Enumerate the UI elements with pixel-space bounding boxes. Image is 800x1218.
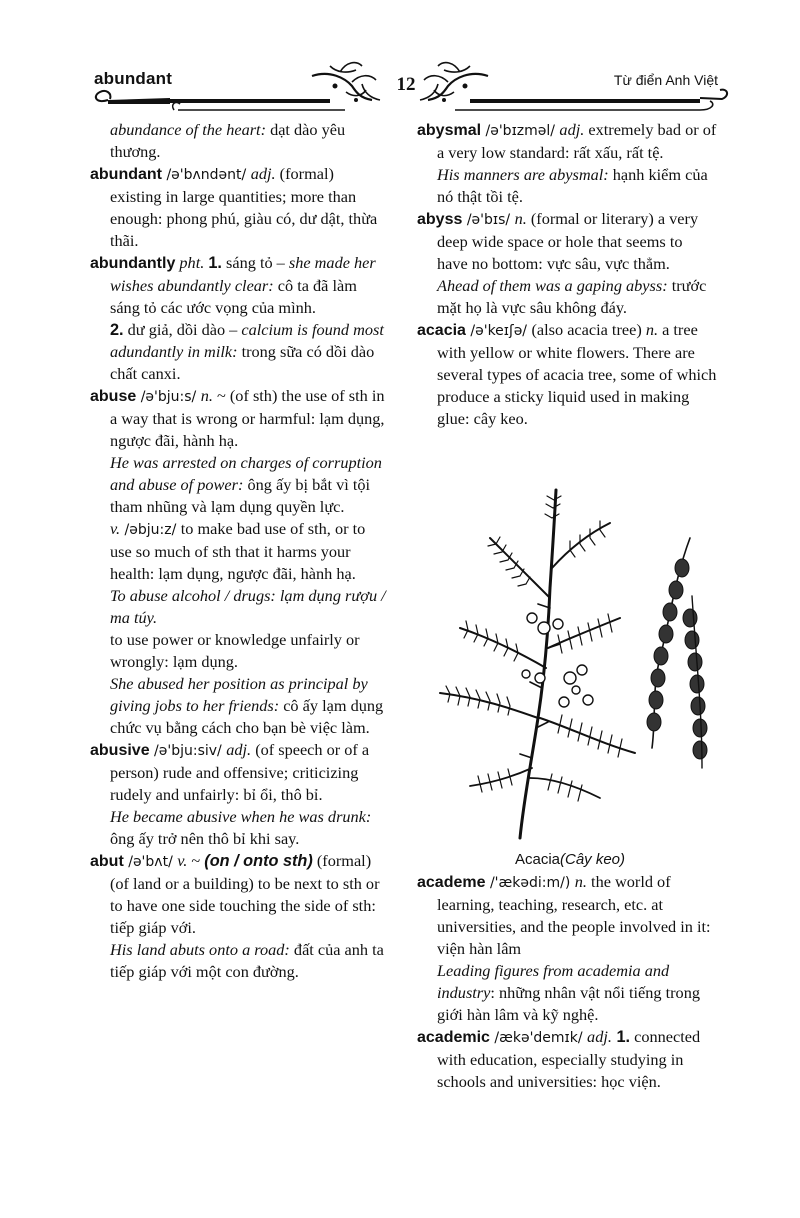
part-of-speech: n. <box>514 209 527 228</box>
definition: connected with education, especially studying in schools and universities: học viện. <box>437 1027 701 1091</box>
pronunciation: /ækə'demɪk/ <box>489 1030 588 1046</box>
definition: (of speech or of a person) rude and offensive; criticizing rudely and unfairly: bỉ ổi, thô bỉ. <box>110 740 370 804</box>
part-of-speech: adj. <box>226 740 252 759</box>
entry-abuse <box>90 385 388 452</box>
headword: abuse <box>90 388 137 405</box>
part-of-speech: adj. <box>559 120 585 139</box>
entry-abundantly: abundantly pht. 1. sáng tỏ – she made her wishes abundantly clear: cô ta đã làm sáng tỏ các ước vọng của mình. <box>90 253 376 317</box>
headword: acacia <box>417 322 466 339</box>
part-of-speech: n. <box>645 320 659 339</box>
sense-number: 1. <box>208 254 222 272</box>
pronunciation: /ə'keɪʃə/ <box>465 323 532 339</box>
headword: academe <box>417 874 486 891</box>
example-sentence: To abuse alcohol / drugs: lạm dụng rượu / ma túy. <box>110 586 386 627</box>
pronunciation: /ə'bʌndənt/ <box>162 167 251 183</box>
pronunciation: /ə'bʌt/ <box>123 854 178 870</box>
part-of-speech: v. <box>110 519 121 538</box>
pronunciation: /əbju:z/ <box>120 522 181 538</box>
definition: to use power or knowledge unfairly or wrongly: lạm dụng. <box>110 630 360 671</box>
example-sentence: abundance of the heart: dạt dào yêu thương. <box>110 120 346 161</box>
headword: abyss <box>417 211 463 228</box>
sense-number: 2. <box>110 321 124 339</box>
right-column-lower <box>417 871 717 1093</box>
figure-caption: Acacia(Cây keo) <box>514 851 626 868</box>
pronunciation: /ə'bju:siv/ <box>149 743 227 759</box>
usage-pattern: (on / onto sth) <box>204 852 313 870</box>
guide-word: abundant <box>94 69 173 88</box>
entry-abundant <box>90 163 388 252</box>
example-sentence: His manners are abysmal: hạnh kiểm của nó thật tồi tệ. <box>437 165 708 206</box>
sense-number: 1. <box>611 1028 631 1046</box>
headword: abysmal <box>417 122 482 139</box>
part-of-speech: n. <box>574 872 587 891</box>
part-of-speech: adj. <box>587 1027 612 1046</box>
definition: (formal) (of land or a building) to be next to sth or to have one side touching the side of sth: tiếp giáp với. <box>110 851 380 937</box>
example-sentence: Leading figures from academia and industry: những nhân vật nổi tiếng trong giới hàn lâm và kỹ nghệ. <box>437 961 700 1024</box>
left-column <box>90 119 388 983</box>
part-of-speech: n. <box>200 386 213 405</box>
definition: ~ (of sth) the use of sth in a way that is wrong or harmful: lạm dụng, ngược đãi, hành hạ. <box>110 386 385 450</box>
headword: abut <box>90 853 124 870</box>
definition: the world of learning, teaching, research, etc. at universities, and the people involved in it: viện hàn lâm <box>437 872 711 958</box>
sense-2: 2. dư giả, dồi dào – calcium is found most adundantly in milk: trong sữa có dồi dào chất canxi. <box>110 320 384 383</box>
example-sentence: She abused her position as principal by giving jobs to her friends: cô ấy lạm dụng chức vụ bằng cách cho bạn bè việc làm. <box>110 674 384 737</box>
dictionary-title: Từ điển Anh Việt <box>613 72 718 88</box>
page-number: 12 <box>396 74 416 95</box>
example-sentence: He became abusive when he was drunk: ông ấy trở nên thô bỉ khi say. <box>110 807 372 848</box>
definition: (formal) existing in large quantities; more than enough: phong phú, giàu có, dư dật, thừa thãi. <box>110 164 378 250</box>
example-sentence: He was arrested on charges of corruption and abuse of power: ông ấy bị bắt vì tội tham nhũng và lạm dụng quyền lực. <box>110 453 382 516</box>
definition: extremely bad or of a very low standard: rất xấu, rất tệ. <box>437 120 717 162</box>
headword: abundant <box>90 166 162 183</box>
entry-abusive <box>90 739 388 806</box>
pronunciation: /'ækədi:m/) <box>485 875 575 891</box>
entry-academe <box>417 871 717 960</box>
pronunciation: /ə'bɪzməl/ <box>481 123 560 139</box>
entry-abyss <box>417 208 717 275</box>
entry-academic <box>417 1026 717 1093</box>
right-column <box>417 119 717 430</box>
header-ornament <box>0 0 800 120</box>
pronunciation: /ə'bɪs/ <box>462 212 515 228</box>
example-sentence: Ahead of them was a gaping abyss: trước mặt họ là vực sâu không đáy. <box>437 276 707 317</box>
part-of-speech: adj. <box>250 164 276 183</box>
pronunciation: /ə'bju:s/ <box>136 389 201 405</box>
definition: a tree with yellow or white flowers. There are several types of acacia tree, some of which produce a sticky liquid used in making glue: cây keo. <box>437 320 717 428</box>
headword: academic <box>417 1029 490 1046</box>
acacia-illustration <box>420 478 720 840</box>
entry-abut: abut /ə'bʌt/ v. ~ (on / onto sth) (formal) (of land or a building) to be next to sth or to have one side touching the side of sth: tiếp giáp với. <box>90 851 380 937</box>
verb-sense: v. /əbju:z/ to make bad use of sth, or to use so much of sth that it harms your health: lạm dụng, ngược đãi, hành hạ. <box>110 519 366 583</box>
example-sentence: His land abuts onto a road: đất của anh ta tiếp giáp với một con đường. <box>110 940 384 981</box>
definition: (formal or literary) a very deep wide space or hole that seems to have no bottom: vực sâu, vực thẳm. <box>437 209 699 273</box>
entry-acacia: acacia /ə'keɪʃə/ (also acacia tree) n. a tree with yellow or white flowers. There are several types of acacia tree, some of which produce a sticky liquid used in making glue: cây keo. <box>417 320 717 428</box>
part-of-speech: v. <box>177 851 188 870</box>
part-of-speech: pht. <box>175 253 209 272</box>
headword: abundantly <box>90 255 176 272</box>
headword: abusive <box>90 742 150 759</box>
entry-abysmal <box>417 119 717 164</box>
